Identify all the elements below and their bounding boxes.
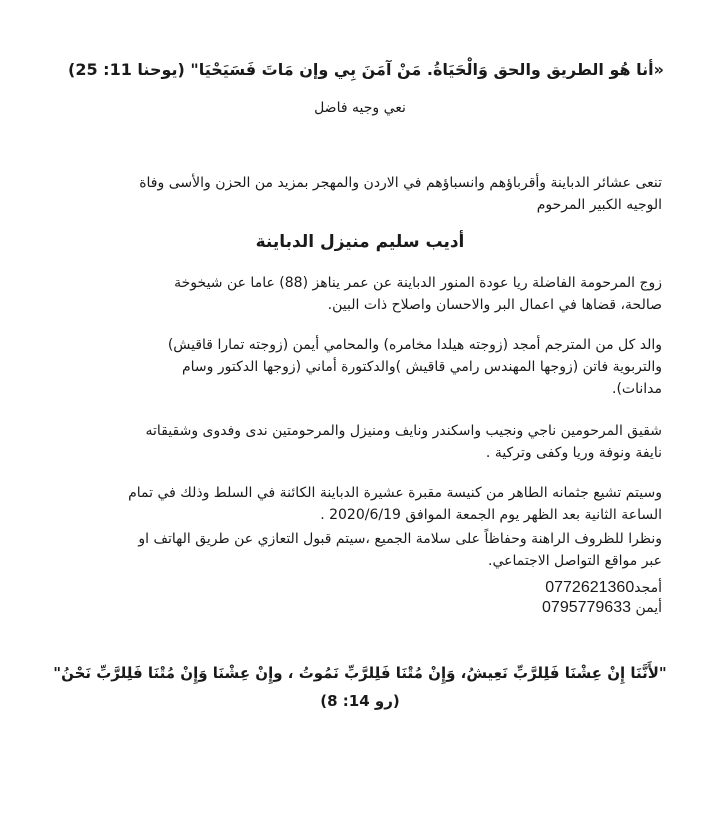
obituary-subtitle: نعي وجيه فاضل [314, 100, 406, 116]
father-of-paragraph [36, 334, 662, 400]
intro-line: الوجيه الكبير المرحوم [536, 197, 662, 213]
contact-phone: 0795779633 [542, 599, 631, 616]
opening-verse: «أنا هُو الطريق والحق وَالْحَيَاةُ. مَنْ آمَنَ بِي وإن مَاتَ فَسَيَحْيَا" (يوحنا 11: 25) [68, 60, 664, 79]
contact-row [36, 578, 662, 598]
closing-verse: "لأَنَّنَا إِنْ عِشْنَا فَلِلرَّبِّ نَعِيشُ، وَإِنْ مُتْنَا فَلِلرَّبِّ نَمُوتُ ، وإِنْ عِشْنَا وَإِنْ مُتْنَا فَلِلرَّبِّ نَحْنُ" [53, 664, 667, 682]
contact-name: أيمن [635, 600, 662, 616]
contact-row [36, 598, 662, 618]
brother-of-line: نايفة ونوفة وريا وكفى وتركية . [485, 445, 662, 461]
wife-paragraph [36, 272, 662, 316]
closing-verse-reference: (رو 14: 8) [320, 692, 400, 710]
contacts-list [36, 578, 662, 618]
deceased-name: أديب سليم منيزل الدباينة [255, 232, 465, 252]
brother-of-paragraph [36, 420, 662, 464]
father-of-line: والد كل من المترجم أمجد (زوجته هيلدا مخامره) والمحامي أيمن (زوجته تمارا قاقيش) [167, 337, 662, 353]
condolences-line: عبر مواقع التواصل الاجتماعي. [488, 553, 662, 569]
condolences-paragraph [36, 528, 662, 572]
wife-line: صالحة، قضاها في اعمال البر والاحسان واصلاح ذات البين. [327, 297, 662, 313]
brother-of-line: شقيق المرحومين ناجي ونجيب واسكندر ونايف ومنيزل والمرحومتين ندى وفدوى وشقيقاته [145, 423, 662, 439]
condolences-line: ونظرا للظروف الراهنة وحفاظاً على سلامة الجميع ،سيتم قبول التعازي عن طريق الهاتف او [138, 531, 662, 547]
contact-name: أمجد [634, 580, 662, 596]
funeral-paragraph [36, 482, 662, 526]
father-of-line: مدانات). [612, 381, 662, 397]
funeral-line: وسيتم تشيع جثمانه الطاهر من كنيسة مقبرة عشيرة الدباينة الكائنة في السلط وذلك في تمام [128, 485, 662, 501]
father-of-line: والتربوية فاتن (زوجها المهندس رامي قاقيش )والدكتورة أماني (زوجها الدكتور وسام [181, 359, 662, 375]
intro-paragraph [36, 172, 662, 216]
contact-phone: 0772621360 [545, 579, 635, 596]
intro-line: تنعى عشائر الدباينة وأقرباؤهم وانسباؤهم في الاردن والمهجر بمزيد من الحزن والأسى وفاة [139, 175, 662, 191]
funeral-line: الساعة الثانية بعد الظهر يوم الجمعة الموافق 2020/6/19 . [320, 507, 662, 523]
wife-line: زوج المرحومة الفاضلة ريا عودة المنور الدباينة عن عمر يناهز (88) عاما عن شيخوخة [174, 275, 662, 291]
